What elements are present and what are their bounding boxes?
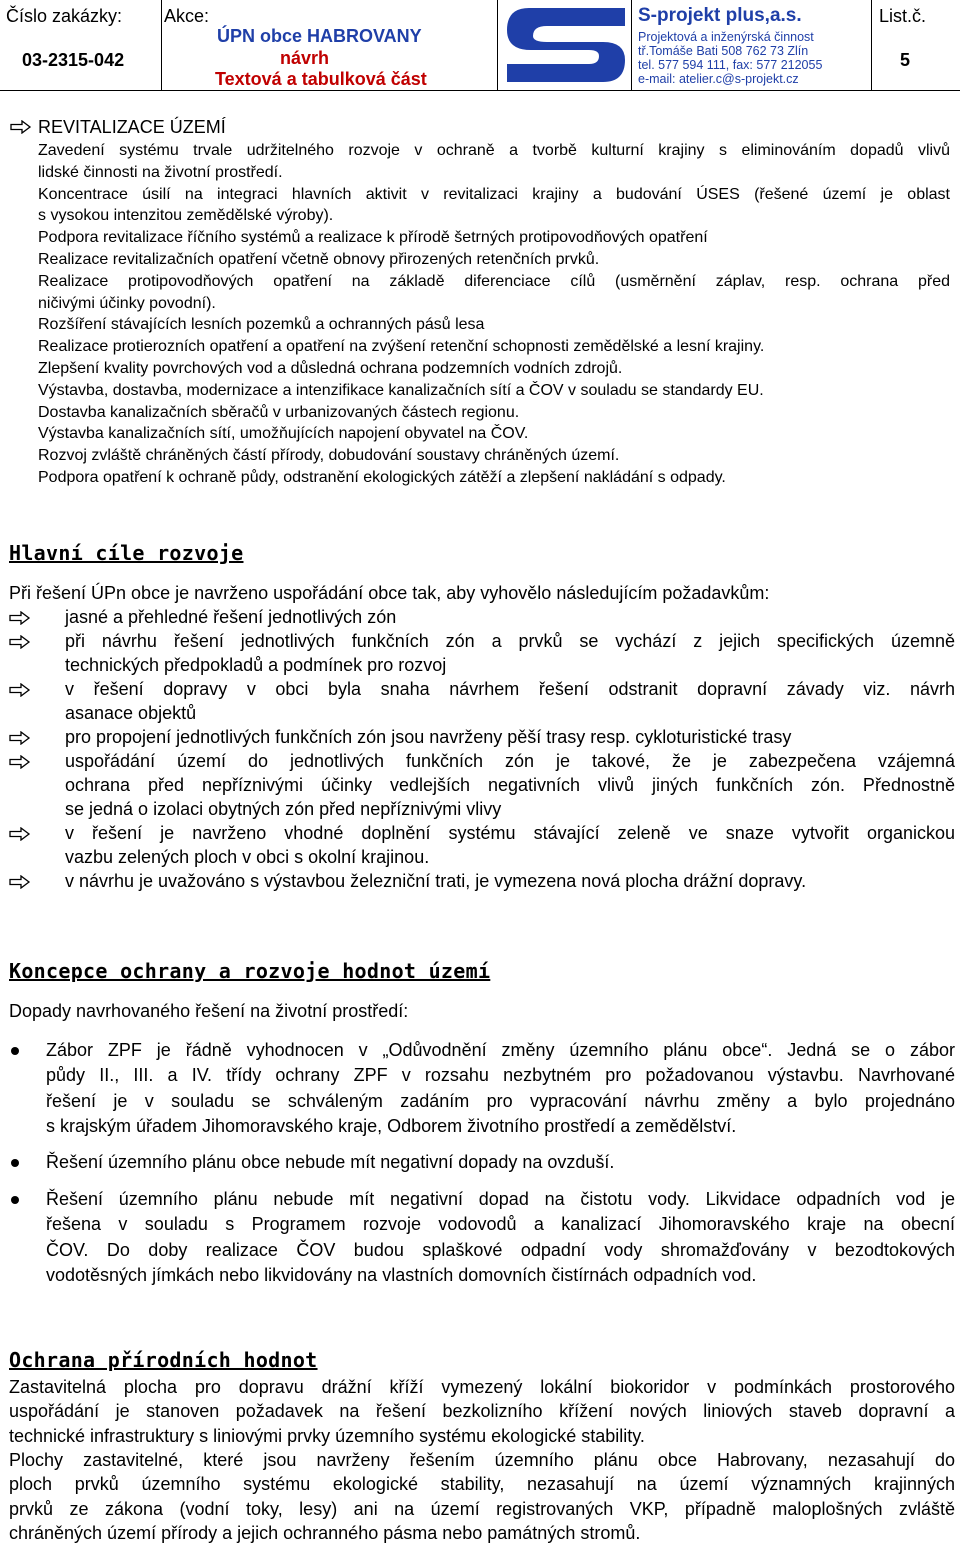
cile-intro: Při řešení ÚPn obce je navrženo uspořádání obce tak, aby vyhovělo následujícím požadavkům: [9,583,770,603]
bullet-item-text: Zábor ZPF je řádně vyhodnocen v „Odůvodnění změny územního plánu obce“. Jedná se o zábor [46,1040,955,1060]
divider [631,0,632,90]
revitalizace-line: lidské činnosti na životní prostředí. [38,163,283,181]
action-subtitle: návrh [280,48,330,68]
list-item-text: ochrana před nepříznivými účinky vedlejších negativních vlivů jiných funkčních zón. Přednostně [65,775,955,795]
revitalizace-line: ničivými účinky povodní). [38,294,216,312]
sheet-label: List.č. [879,6,927,26]
revitalizace-line: Zlepšení kvality povrchových vod a důsledná ochrana podzemních vodních zdrojů. [38,360,623,377]
hollow-arrow-icon [9,827,31,841]
list-item-text: uspořádání území do jednotlivých funkčních zón je takové, že je zabezpečena vzájemná [65,751,955,771]
list-item-text: pro propojení jednotlivých funkčních zón jsou navrženy pěší trasy resp. cykloturistické trasy [65,727,792,747]
section-title-revitalizace: REVITALIZACE ÚZEMÍ [38,117,226,137]
bullet-item-text: řešena v souladu s Programem rozvoje vodovodů a kanalizací Jihomoravského kraje na obecní [46,1214,955,1235]
bullet-item-text: řešení je v souladu se schváleným zadáním pro vypracování návrhu změny a bylo projednáno [46,1090,955,1111]
revitalizace-line: Zavedení systému trvale udržitelného rozvoje v ochraně a tvorbě kulturní krajiny s eliminováním dopadů vlivů [38,142,950,159]
hollow-arrow-icon [9,755,31,769]
list-item-text: při návrhu řešení jednotlivých funkčních zón a prvků se vychází z jejich specifických územně [65,631,955,651]
bullet-icon [11,1047,19,1055]
ochrana-line: technické infrastruktury s liniovými prvky územního systému ekologické stability. [9,1425,645,1446]
document-header [0,0,960,91]
section-heading-koncepce: Koncepce ochrany a rozvoje hodnot území [9,959,491,983]
revitalizace-line: Dostavba kanalizačních sběračů v urbanizovaných částech regionu. [38,403,520,421]
list-item-text: jasné a přehledné řešení jednotlivých zón [65,607,397,627]
action-part: Textová a tabulková část [215,69,427,89]
bullet-item-text: s krajským úřadem Jihomoravského kraje, Odborem životního prostředí a zemědělství. [46,1115,737,1136]
revitalizace-line: Podpora opatření k ochraně půdy, odstranění ekologických zátěží a zlepšení nakládání s odpady. [38,469,726,486]
company-email: e-mail: atelier.c@s-projekt.cz [638,72,799,86]
revitalizace-line: Rozvoj zvláště chráněných částí přírody, dobudování soustavy chráněných území. [38,447,620,465]
section-heading-cile: Hlavní cíle rozvoje [9,541,244,565]
company-address: tř.Tomáše Bati 508 762 73 Zlín [638,44,809,58]
revitalizace-line: Výstavba kanalizačních sítí, umožňujících napojení obyvatel na ČOV. [38,425,529,443]
revitalizace-line: Realizace protipovodňových opatření na základě diferenciace cílů (usměrnění záplav, resp. ochrana před [38,272,950,290]
sheet-number: 5 [900,50,911,70]
ochrana-line: prvků ze zákona (vodní toky, lesy) ani na území registrovaných VKP, případně maloplošných zvláště [9,1498,955,1519]
bullet-icon [11,1159,19,1167]
hollow-arrow-icon [9,875,31,889]
list-item-text: v řešení je navrženo vhodné doplnění systému stávající zeleně ve snaze vytvořit organickou [65,823,955,843]
action-title: ÚPN obce HABROVANY [217,26,422,46]
revitalizace-line: Podpora revitalizace říčního systémů a realizace k přírodě šetrných protipovodňových opatření [38,229,708,247]
revitalizace-line: Realizace revitalizačních opatření včetně obnovy přirozených retenčních prvků. [38,251,600,268]
revitalizace-line: Rozšíření stávajících lesních pozemků a ochranných pásů lesa [38,316,485,334]
divider [497,0,498,90]
hollow-arrow-icon [9,731,31,745]
hollow-arrow-icon [9,683,31,697]
s-projekt-logo-icon [503,2,629,88]
bullet-item-text: ČOV. Do doby realizace ČOV budou splaškové odpadní vody shromažďovány v bezodtokových [46,1239,955,1260]
ochrana-line: Zastavitelná plocha pro dopravu drážní kříží vymezený lokální biokoridor v podmínkách prostorového [9,1377,955,1397]
list-item-text: v řešení dopravy v obci byla snaha návrhem řešení odstranit dopravní závady viz. návrh [65,679,955,699]
order-label: Číslo zakázky: [6,6,123,26]
divider [161,0,162,90]
bullet-icon [11,1196,19,1204]
company-phone: tel. 577 594 111, fax: 577 212055 [638,58,823,72]
action-label: Akce: [164,6,210,26]
ochrana-line: ploch prvků územního systému ekologické stability, nezasahují na území významných krajinných [9,1474,955,1495]
company-name: S-projekt plus,a.s. [638,5,802,26]
revitalizace-line: Realizace protierozních opatření a opatření na zvýšení retenční schopnosti zemědělské a lesní krajiny. [38,338,765,356]
bullet-item-text: Řešení územního plánu obce nebude mít negativní dopady na ovzduší. [46,1152,615,1172]
list-item-text: v návrhu je uvažováno s výstavbou železniční trati, je vymezena nová plocha drážní dopravy. [65,871,807,891]
revitalizace-line: Koncentrace úsilí na integraci hlavních aktivit v revitalizaci krajiny a budování ÚSES (řešené území je oblast [38,185,950,203]
ochrana-line: Plochy zastavitelné, které jsou navrženy řešením územního plánu obce Habrovany, nezasahují do [9,1449,955,1470]
hollow-arrow-icon [9,611,31,625]
koncepce-intro: Dopady navrhovaného řešení na životní prostředí: [9,1001,409,1021]
company-activity: Projektová a inženýrská činnost [638,30,814,44]
ochrana-line: chráněných území přírody a jejich ochranného pásma nebo památných stromů. [9,1522,641,1543]
ochrana-line: uspořádání je stanoven požadavek na řešení bezkolizního křížení nových liniových staveb dopravní a [9,1401,955,1422]
list-item-text: technických předpokladů a podmínek pro rozvoj [65,655,447,675]
revitalizace-line: s vysokou intenzitou zemědělské výroby). [38,207,334,225]
divider [871,0,872,90]
list-item-text: asanace objektů [65,703,197,723]
bullet-item-text: vodotěsných jímkách nebo likvidovány na vlastních domovních čistírnách odpadních vod. [46,1264,757,1285]
order-number: 03-2315-042 [22,50,125,70]
revitalizace-line: Výstavba, dostavba, modernizace a intenzifikace kanalizačních sítí a ČOV v souladu se standardy EU. [38,381,764,399]
list-item-text: se jedná o izolaci obytných zón před nepříznivými vlivy [65,799,502,819]
hollow-arrow-icon [10,120,32,134]
bullet-item-text: půdy II., III. a IV. třídy ochrany ZPF v rozsahu nezbytném pro požadovanou výstavbu. Navrhované [46,1065,955,1086]
section-heading-ochrana: Ochrana přírodních hodnot [9,1348,318,1372]
bullet-item-text: Řešení územního plánu nebude mít negativní dopad na čistotu vody. Likvidace odpadních vod je [46,1189,955,1209]
hollow-arrow-icon [9,635,31,649]
list-item-text: vazbu zelených ploch v obci s okolní krajinou. [65,847,430,867]
